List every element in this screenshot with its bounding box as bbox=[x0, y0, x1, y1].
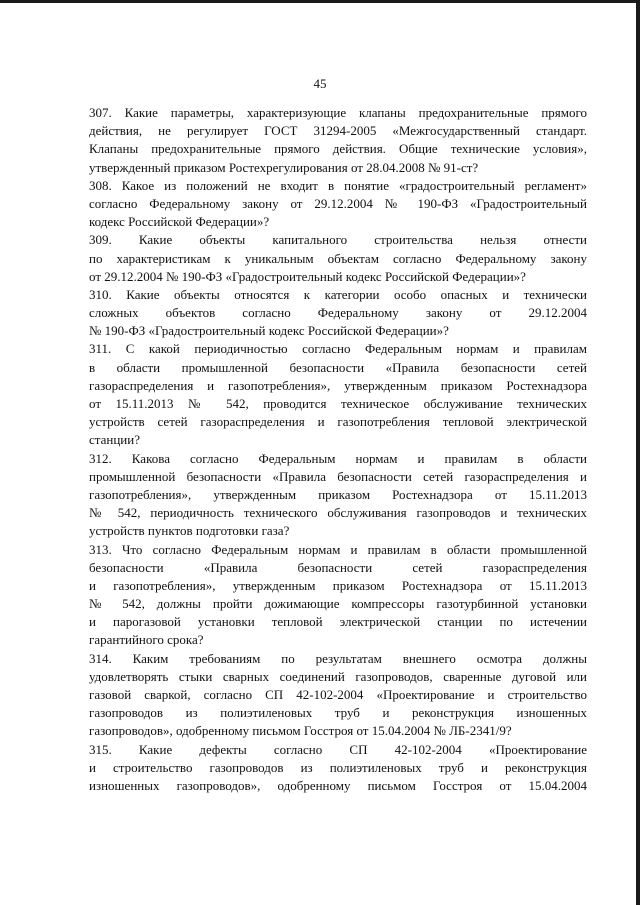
question-text-line: газопроводов», одобренному письмом Госстроя от 15.04.2004 № ЛБ-2341/9? bbox=[89, 723, 512, 739]
question-text-line: от 15.11.2013 № 542, проводится техническое обслуживание технических bbox=[89, 396, 587, 411]
question-text-line: гарантийного срока? bbox=[89, 632, 204, 648]
question-text-line: изношенных газопроводов», одобренному письмом Госстроя от 15.04.2004 bbox=[89, 777, 587, 793]
question-text-line: 311. С какой периодичностью согласно Федеральным нормам и правилам bbox=[89, 341, 587, 357]
scan-edge-top bbox=[0, 0, 640, 3]
question-text-line: промышленной безопасности «Правила безопасности сетей газораспределения и bbox=[89, 468, 587, 484]
question-text-line: газопроводов из полиэтиленовых труб и реконструкция изношенных bbox=[89, 705, 587, 721]
scan-edge-right bbox=[636, 0, 640, 905]
question-text-line: удовлетворять стыки сварных соединений газопроводов, сваренные дуговой или bbox=[89, 668, 587, 684]
question-text-line: сложных объектов согласно Федеральному закону от 29.12.2004 bbox=[89, 305, 587, 321]
question-text-line: от 29.12.2004 № 190-ФЗ «Градостроительный кодекс Российской Федерации»? bbox=[89, 268, 526, 284]
question-text-line: и парогазовой установки тепловой электрической станции по истечении bbox=[89, 614, 587, 630]
question-text-line: и строительство газопроводов из полиэтиленовых труб и реконструкция bbox=[89, 759, 587, 775]
question-text-line: в области промышленной безопасности «Правила безопасности сетей bbox=[89, 359, 587, 375]
question-text-line: устройств сетей газораспределения и газопотребления тепловой электрической bbox=[89, 414, 587, 430]
question-item bbox=[89, 177, 587, 232]
question-text-line: устройств пунктов подготовки газа? bbox=[89, 523, 290, 539]
question-text-line: 308. Какое из положений не входит в понятие «градостроительный регламент» bbox=[89, 177, 587, 193]
question-text-line: 310. Какие объекты относятся к категории особо опасных и технически bbox=[89, 286, 587, 302]
question-text-line: Клапаны предохранительные прямого действия. Общие технические условия», bbox=[89, 141, 587, 157]
question-text-line: 307. Какие параметры, характеризующие клапаны предохранительные прямого bbox=[89, 105, 587, 120]
question-text-line: 315. Какие дефекты согласно СП 42-102-2004 «Проектирование bbox=[89, 741, 587, 757]
question-text-line: утвержденный приказом Ростехрегулирования от 28.04.2008 № 91-ст? bbox=[89, 159, 479, 175]
question-text-line: газовой сваркой, согласно СП 42-102-2004 «Проектирование и строительство bbox=[89, 687, 587, 702]
question-text-line: по характеристикам к уникальным объектам согласно Федеральному закону bbox=[89, 250, 587, 266]
question-text-line: 313. Что согласно Федеральным нормам и правилам в области промышленной bbox=[89, 541, 587, 557]
question-text-line: № 542, должны пройти дожимающие компрессоры газотурбинной установки bbox=[89, 596, 587, 612]
question-text-line: и газопотребления», утвержденным приказом Ростехнадзора от 15.11.2013 bbox=[89, 577, 587, 593]
question-text-line: 312. Какова согласно Федеральным нормам и правилам в области bbox=[89, 450, 587, 466]
question-text-line: согласно Федеральному закону от 29.12.2004 № 190-ФЗ «Градостроительный bbox=[89, 195, 587, 211]
question-text-line: № 542, периодичность технического обслуживания газопроводов и технических bbox=[89, 505, 587, 521]
question-text-line: 314. Каким требованиям по результатам внешнего осмотра должны bbox=[89, 650, 587, 666]
question-text-line: действия, не регулирует ГОСТ 31294-2005 «Межгосударственный стандарт. bbox=[89, 123, 587, 139]
question-text-line: № 190-ФЗ «Градостроительный кодекс Российской Федерации»? bbox=[89, 323, 449, 339]
question-text-line: газопотребления», утвержденным приказом Ростехнадзора от 15.11.2013 bbox=[89, 486, 587, 502]
question-item bbox=[89, 340, 587, 449]
question-text-line: станции? bbox=[89, 432, 140, 448]
page-number: 45 bbox=[313, 76, 327, 91]
question-item bbox=[89, 541, 587, 650]
question-item bbox=[89, 741, 587, 796]
question-text-line: кодекс Российской Федерации»? bbox=[89, 214, 270, 230]
question-item bbox=[89, 650, 587, 741]
question-text-line: безопасности «Правила безопасности сетей газораспределения bbox=[89, 559, 587, 575]
question-item bbox=[89, 450, 587, 541]
question-item bbox=[89, 286, 587, 341]
question-item bbox=[89, 104, 587, 177]
question-text-line: 309. Какие объекты капитального строительства нельзя отнести bbox=[89, 232, 587, 248]
question-text-line: газораспределения и газопотребления», утвержденным приказом Ростехнадзора bbox=[89, 377, 587, 393]
question-list bbox=[89, 104, 587, 795]
question-item bbox=[89, 231, 587, 286]
